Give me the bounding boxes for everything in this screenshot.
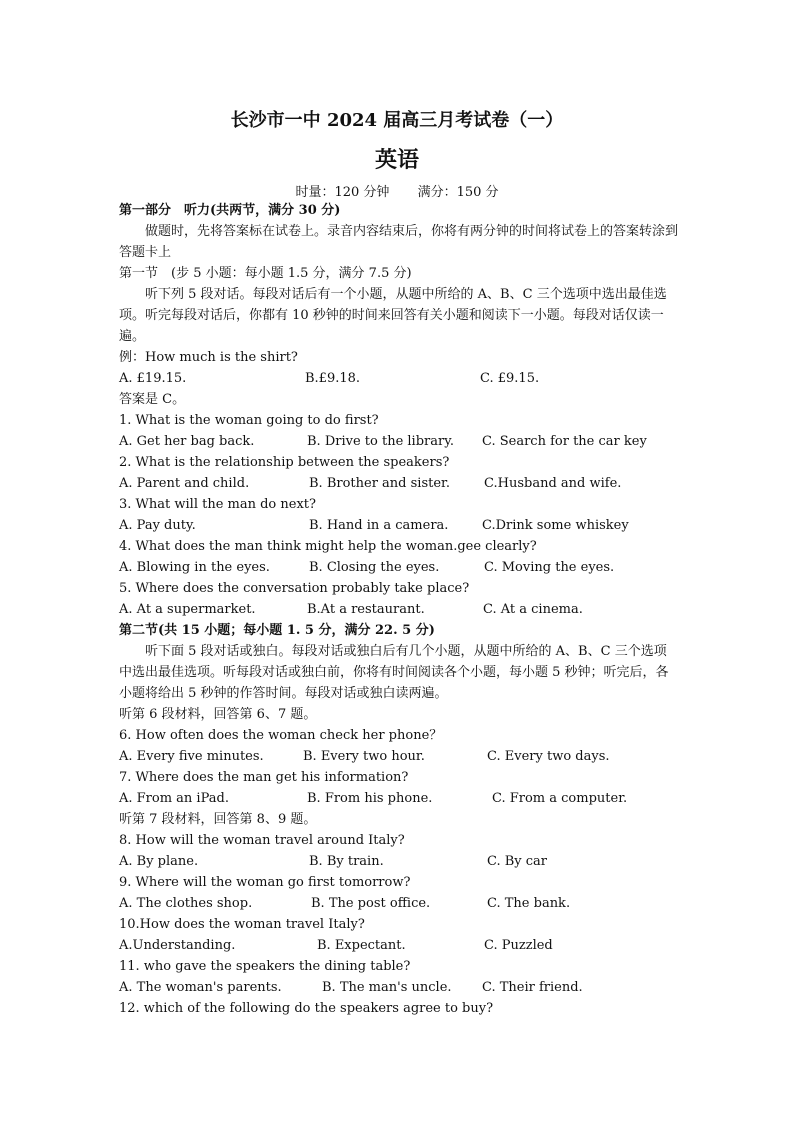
option-c: C. By car [487,854,548,869]
exam-content [119,200,679,1019]
option-b: B.£9.18. [305,371,361,386]
question-5-options [119,599,679,620]
option-c: C. £9.15. [480,371,540,386]
option-a: A. Pay duty. [119,518,196,533]
option-a: A. Get her bag back. [119,434,255,449]
option-c: C. At a cinema. [483,602,583,617]
option-a: A. From an iPad. [119,791,229,806]
section1-instructions: 听下列 5 段对话。每段对话后有一个小题，从题中所给的 A、B、C 三个选项中选出最佳选项。听完每段对话后，你都有 10 秒钟的时间来回答有关小题和阅读下一小题。每段对话仅读一遍。 [119,287,667,344]
option-b: B. The man's uncle. [322,980,452,995]
question-10: 10.How does the woman travel Italy? [119,917,365,932]
option-c: C. Their friend. [482,980,583,995]
option-a: A. The clothes shop. [119,896,253,911]
option-c: C.Husband and wife. [484,476,622,491]
question-8: 8. How will the woman travel around Italy? [119,833,405,848]
option-b: B. Brother and sister. [309,476,450,491]
question-7-options [119,788,679,809]
option-c: C.Drink some whiskey [482,518,629,533]
question-1: 1. What is the woman going to do first? [119,413,379,428]
question-11: 11. who gave the speakers the dining table? [119,959,411,974]
example-options [119,368,679,389]
option-a: A. The woman's parents. [119,980,282,995]
section2-instructions: 听下面 5 段对话或独白。每段对话或独白后有几个小题，从题中所给的 A、B、C 三个选项中选出最佳选项。听每段对话或独白前，你将有时间阅读各个小题，每小题 5 秒钟；听完后，各小题将给出 5 秒钟的作答时间。每段对话或独白读两遍。 [119,644,669,701]
exam-title: 长沙市一中 2024 届高三月考试卷（一） [230,110,564,131]
option-b: B. Drive to the library. [307,434,454,449]
part1-instructions: 做题时，先将答案标在试卷上。录音内容结束后，你将有两分钟的时间将试卷上的答案转涂到答题卡上 [119,224,679,260]
option-c: C. Moving the eyes. [484,560,615,575]
time-limit: 时量：120 分钟 [295,185,390,200]
option-c: C. Puzzled [484,938,553,953]
option-c: C. The bank. [487,896,571,911]
question-9-options [119,893,679,914]
option-c: C. From a computer. [492,791,628,806]
question-2-options [119,473,679,494]
option-c: C. Search for the car key [482,434,647,449]
option-b: B. Every two hour. [303,749,425,764]
question-3-options [119,515,679,536]
question-5: 5. Where does the conversation probably take place? [119,581,470,596]
question-12: 12. which of the following do the speakers agree to buy? [119,1001,494,1016]
example-question: 例：How much is the shirt? [119,350,298,365]
question-2: 2. What is the relationship between the speakers? [119,455,450,470]
option-c: C. Every two days. [487,749,610,764]
option-b: B. Hand in a camera. [309,518,449,533]
question-6-options [119,746,679,767]
option-a: A. £19.15. [119,371,187,386]
option-b: B. By train. [309,854,384,869]
option-a: A. By plane. [119,854,199,869]
question-6: 6. How often does the woman check her phone？ [119,728,443,743]
option-a: A.Understanding. [119,938,236,953]
question-1-options [119,431,679,452]
example-answer: 答案是 C。 [119,392,186,407]
subject-title: 英语 [374,147,419,173]
option-b: B. Closing the eyes. [309,560,440,575]
question-11-options [119,977,679,998]
option-b: B. From his phone. [307,791,433,806]
option-a: A. Every five minutes. [119,749,264,764]
question-4: 4. What does the man think might help the woman.gee clearly? [119,539,537,554]
material-7-note: 听第 7 段材料，回答第 8、9 题。 [119,812,317,827]
option-b: B. The post office. [311,896,431,911]
question-3: 3. What will the man do next? [119,497,316,512]
option-a: A. Blowing in the eyes. [119,560,270,575]
exam-meta [0,181,794,200]
option-a: A. Parent and child. [119,476,250,491]
option-a: A. At a supermarket. [119,602,256,617]
question-8-options [119,851,679,872]
question-7: 7. Where does the man get his information? [119,770,409,785]
option-b: B.At a restaurant. [307,602,425,617]
section2-heading: 第二节(共 15 小题；每小题 1. 5 分，满分 22. 5 分) [119,623,435,638]
question-4-options [119,557,679,578]
question-9: 9. Where will the woman go first tomorrow? [119,875,411,890]
material-6-note: 听第 6 段材料，回答第 6、7 题。 [119,707,317,722]
section1-heading: 第一节 (步 5 小题：每小题 1.5 分，满分 7.5 分) [119,266,412,281]
part1-heading: 第一部分 听力(共两节，满分 30 分) [119,203,341,218]
question-10-options [119,935,679,956]
option-b: B. Expectant. [317,938,406,953]
full-score: 满分：150 分 [417,185,499,200]
